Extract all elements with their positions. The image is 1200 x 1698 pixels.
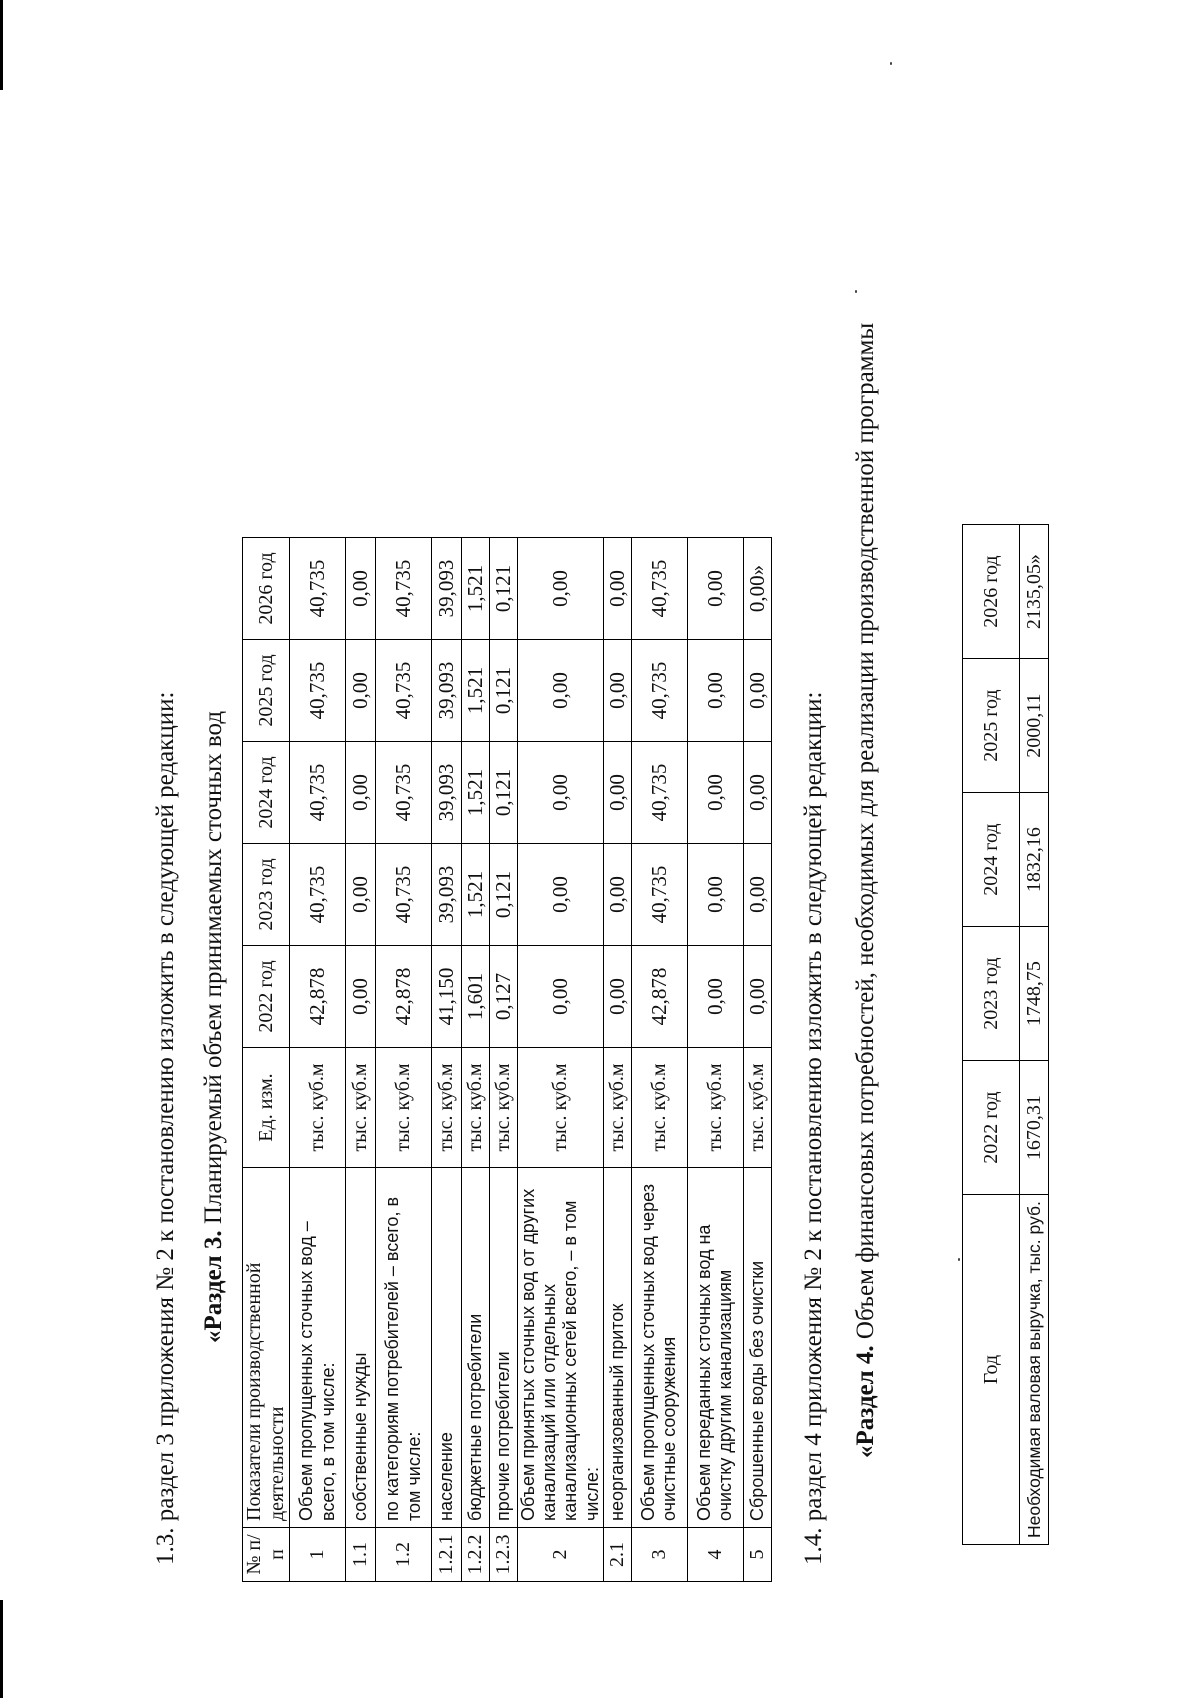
row-indicator: Объем пропущенных сточных вод через очистные сооружения [631, 1168, 687, 1528]
row-value: 0,121 [490, 538, 518, 640]
row-value: 40,735 [376, 844, 432, 946]
section3-header-row [243, 538, 290, 1582]
header-year: 2024 год [243, 742, 290, 844]
revenue-value: 2135,05» [1020, 525, 1049, 659]
row-value: 42,878 [376, 946, 432, 1048]
revenue-row [1020, 525, 1049, 1545]
header-year: 2022 год [963, 1061, 1020, 1195]
row-indicator: Объем переданных сточных вод на очистку другим канализациям [687, 1168, 743, 1528]
header-unit: Ед. изм. [243, 1048, 290, 1168]
row-value: 0,00 [743, 946, 771, 1048]
row-value: 39,093 [432, 844, 462, 946]
row-number: 1.2.2 [462, 1528, 490, 1582]
row-unit: тыс. куб.м [687, 1048, 743, 1168]
row-number: 1.2.3 [490, 1528, 518, 1582]
row-unit: тыс. куб.м [603, 1048, 631, 1168]
row-value: 40,735 [376, 538, 432, 640]
section4-intro: 1.4. раздел 4 приложения № 2 к постановлению изложить в следующей редакции: [800, 691, 827, 1565]
table-row [376, 538, 432, 1582]
row-value: 0,00 [687, 844, 743, 946]
row-indicator: прочие потребители [490, 1168, 518, 1528]
row-value: 40,735 [376, 742, 432, 844]
row-unit: тыс. куб.м [376, 1048, 432, 1168]
row-value: 40,735 [631, 640, 687, 742]
row-indicator: бюджетные потребители [462, 1168, 490, 1528]
row-value: 0,00 [687, 640, 743, 742]
header-year: 2022 год [243, 946, 290, 1048]
row-value: 0,00 [687, 742, 743, 844]
row-value: 40,735 [290, 640, 346, 742]
row-value: 0,127 [490, 946, 518, 1048]
row-unit: тыс. куб.м [743, 1048, 771, 1168]
row-value: 39,093 [432, 538, 462, 640]
row-value: 0,00 [518, 844, 604, 946]
header-indicator: Показатели производственной деятельности [243, 1168, 290, 1528]
table-row [687, 538, 743, 1582]
row-value: 0,00 [603, 844, 631, 946]
row-indicator: Сброшенные воды без очистки [743, 1168, 771, 1528]
row-value: 40,735 [376, 640, 432, 742]
table-row [631, 538, 687, 1582]
header-year: 2026 год [243, 538, 290, 640]
header-year: 2024 год [963, 793, 1020, 927]
row-value: 0,121 [490, 640, 518, 742]
row-number: 2.1 [603, 1528, 631, 1582]
header-year: 2025 год [243, 640, 290, 742]
row-number: 1 [290, 1528, 346, 1582]
row-value: 0,00 [518, 538, 604, 640]
section4-table [962, 524, 1049, 1545]
row-value: 0,121 [490, 844, 518, 946]
row-indicator: Объем пропущенных сточных вод – всего, в том числе: [290, 1168, 346, 1528]
row-indicator: неорганизованный приток [603, 1168, 631, 1528]
table-row [603, 538, 631, 1582]
header-year-label: Год [963, 1195, 1020, 1545]
row-number: 5 [743, 1528, 771, 1582]
row-value: 42,878 [631, 946, 687, 1048]
row-value: 41,150 [432, 946, 462, 1048]
row-number: 1.1 [346, 1528, 376, 1582]
row-value: 40,735 [631, 538, 687, 640]
section3-title [200, 711, 228, 1343]
header-year: 2023 год [243, 844, 290, 946]
row-value: 0,00» [743, 538, 771, 640]
row-value: 0,00 [743, 844, 771, 946]
table-row [518, 538, 604, 1582]
row-number: 1.2 [376, 1528, 432, 1582]
row-value: 0,00 [518, 742, 604, 844]
section3-intro: 1.3. раздел 3 приложения № 2 к постановлению изложить в следующей редакции: [152, 691, 179, 1565]
row-value: 1,521 [462, 640, 490, 742]
row-value: 0,00 [743, 640, 771, 742]
row-value: 0,00 [603, 946, 631, 1048]
header-year: 2023 год [963, 927, 1020, 1061]
row-indicator: Объем принятых сточных вод от других канализаций или отдельных канализационных сетей всего, – в том числе: [518, 1168, 604, 1528]
table-row [490, 538, 518, 1582]
row-indicator: по категориям потребителей – всего, в том числе: [376, 1168, 432, 1528]
table-row [462, 538, 490, 1582]
revenue-value: 1670,31 [1020, 1061, 1049, 1195]
row-unit: тыс. куб.м [462, 1048, 490, 1168]
row-value: 39,093 [432, 640, 462, 742]
header-year: 2025 год [963, 659, 1020, 793]
row-unit: тыс. куб.м [518, 1048, 604, 1168]
row-value: 40,735 [631, 742, 687, 844]
row-unit: тыс. куб.м [290, 1048, 346, 1168]
row-indicator: собственные нужды [346, 1168, 376, 1528]
row-value: 0,00 [743, 742, 771, 844]
row-value: 1,601 [462, 946, 490, 1048]
row-value: 0,00 [346, 538, 376, 640]
row-value: 0,00 [346, 844, 376, 946]
section3-table [242, 537, 772, 1582]
revenue-label: Необходимая валовая выручка, тыс. руб. [1020, 1195, 1049, 1545]
row-unit: тыс. куб.м [631, 1048, 687, 1168]
header-num: № п/п [243, 1528, 290, 1582]
row-value: 0,00 [518, 640, 604, 742]
row-value: 40,735 [290, 844, 346, 946]
section4-header-row [963, 525, 1020, 1545]
row-value: 0,121 [490, 742, 518, 844]
header-year: 2026 год [963, 525, 1020, 659]
row-value: 40,735 [290, 538, 346, 640]
row-number: 2 [518, 1528, 604, 1582]
row-value: 0,00 [346, 946, 376, 1048]
table-row [432, 538, 462, 1582]
row-value: 1,521 [462, 538, 490, 640]
section4-title-rest: Объем финансовых потребностей, необходимых для реализации производственной программы [852, 322, 879, 1346]
table-row [346, 538, 376, 1582]
row-value: 40,735 [631, 844, 687, 946]
table-row [743, 538, 771, 1582]
row-value: 42,878 [290, 946, 346, 1048]
section4-title [852, 323, 880, 1458]
row-value: 1,521 [462, 742, 490, 844]
row-value: 0,00 [346, 742, 376, 844]
row-value: 40,735 [290, 742, 346, 844]
section3-title-bold: «Раздел 3. [200, 1230, 227, 1343]
row-number: 3 [631, 1528, 687, 1582]
row-indicator: население [432, 1168, 462, 1528]
table-row [290, 538, 346, 1582]
row-number: 1.2.1 [432, 1528, 462, 1582]
section4-title-bold: «Раздел 4. [852, 1345, 879, 1458]
row-value: 0,00 [603, 538, 631, 640]
row-value: 39,093 [432, 742, 462, 844]
row-number: 4 [687, 1528, 743, 1582]
row-value: 0,00 [687, 946, 743, 1048]
section3-title-rest: Планируемый объем принимаемых сточных вод [200, 710, 227, 1231]
row-unit: тыс. куб.м [432, 1048, 462, 1168]
revenue-value: 1748,75 [1020, 927, 1049, 1061]
row-value: 0,00 [603, 640, 631, 742]
revenue-value: 1832,16 [1020, 793, 1049, 927]
row-value: 1,521 [462, 844, 490, 946]
row-unit: тыс. куб.м [346, 1048, 376, 1168]
revenue-value: 2000,11 [1020, 659, 1049, 793]
row-value: 0,00 [603, 742, 631, 844]
row-value: 0,00 [518, 946, 604, 1048]
row-value: 0,00 [687, 538, 743, 640]
row-value: 0,00 [346, 640, 376, 742]
row-unit: тыс. куб.м [490, 1048, 518, 1168]
